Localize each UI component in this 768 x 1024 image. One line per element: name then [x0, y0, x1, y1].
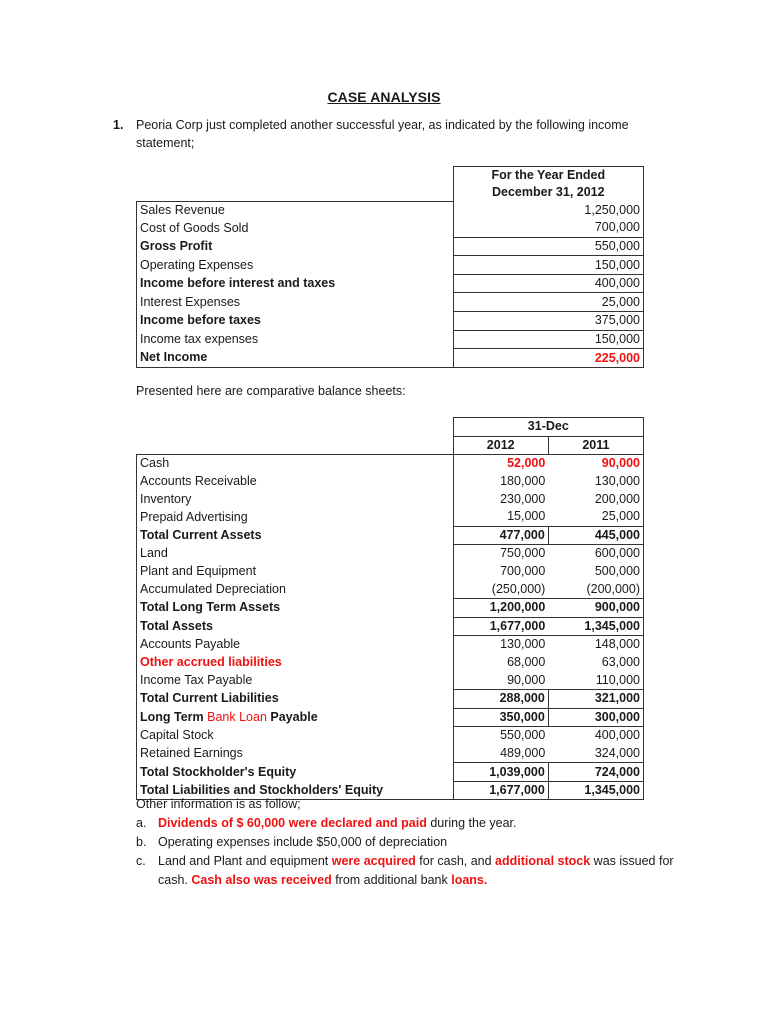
value-2011: 200,000 — [548, 490, 643, 508]
row-label: Cash — [137, 455, 454, 473]
row-label: Net Income — [137, 349, 454, 368]
income-row — [137, 293, 644, 312]
balance-row — [137, 455, 644, 473]
cash-2012: 52,000 — [453, 455, 548, 473]
value-2011: 724,000 — [548, 763, 643, 782]
value-2011: 1,345,000 — [548, 617, 643, 636]
balance-row — [137, 580, 644, 598]
row-value: 700,000 — [453, 219, 643, 237]
balance-intro: Presented here are comparative balance sheets: — [136, 384, 406, 398]
income-row — [137, 237, 644, 256]
row-label: Income tax expenses — [137, 330, 454, 349]
balance-row — [137, 545, 644, 563]
row-value: 150,000 — [453, 256, 643, 275]
row-label: Total Assets — [137, 617, 454, 636]
value-2011: 500,000 — [548, 563, 643, 581]
row-label: Prepaid Advertising — [137, 508, 454, 526]
balance-sheet-table — [136, 417, 644, 800]
value-2012: 1,200,000 — [453, 598, 548, 617]
balance-row-total — [137, 598, 644, 617]
row-label: Plant and Equipment — [137, 563, 454, 581]
header-spacer — [137, 418, 454, 437]
value-2012: 550,000 — [453, 727, 548, 745]
income-row — [137, 274, 644, 293]
row-value: 550,000 — [453, 237, 643, 256]
value-2012: 180,000 — [453, 473, 548, 491]
row-label: Accounts Receivable — [137, 473, 454, 491]
item-text: was issued for cash. — [158, 854, 674, 887]
value-2012: 750,000 — [453, 545, 548, 563]
value-2011: 130,000 — [548, 473, 643, 491]
highlight-text: were acquired — [331, 854, 416, 868]
value-2012: 230,000 — [453, 490, 548, 508]
row-label: Accounts Payable — [137, 636, 454, 654]
value-2012: 489,000 — [453, 745, 548, 763]
row-label — [137, 708, 454, 727]
value-2012: 15,000 — [453, 508, 548, 526]
row-label: Inventory — [137, 490, 454, 508]
value-2012: 350,000 — [453, 708, 548, 727]
value-2011: 110,000 — [548, 671, 643, 689]
value-2011: 321,000 — [548, 689, 643, 708]
balance-row-total — [137, 526, 644, 545]
other-info-intro: Other information is as follow; — [136, 797, 301, 811]
header-spacer — [137, 436, 454, 455]
income-statement-table — [136, 166, 644, 368]
value-2011: 324,000 — [548, 745, 643, 763]
value-2012: 700,000 — [453, 563, 548, 581]
row-value: 375,000 — [453, 312, 643, 331]
balance-row — [137, 508, 644, 526]
row-label: Income Tax Payable — [137, 671, 454, 689]
row-label: Interest Expenses — [137, 293, 454, 312]
value-2012: 477,000 — [453, 526, 548, 545]
header-line-1: For the Year Ended — [491, 168, 606, 182]
highlight-text: loans. — [451, 873, 488, 887]
net-income-value: 225,000 — [453, 349, 643, 368]
row-label: Retained Earnings — [137, 745, 454, 763]
value-2012: 1,039,000 — [453, 763, 548, 782]
question-text: Peoria Corp just completed another successful year, as indicated by the following income statement; — [136, 118, 629, 150]
balance-row — [137, 563, 644, 581]
value-2012: (250,000) — [453, 580, 548, 598]
balance-row-total — [137, 708, 644, 727]
document-title: CASE ANALYSIS — [327, 89, 441, 105]
item-text: for cash, and — [415, 854, 496, 868]
value-2011: 445,000 — [548, 526, 643, 545]
item-text: from additional bank — [331, 873, 452, 887]
row-value: 400,000 — [453, 274, 643, 293]
label-part: Long Term — [140, 709, 208, 724]
balance-row-total — [137, 763, 644, 782]
header-spacer — [137, 167, 454, 202]
value-2011: 400,000 — [548, 727, 643, 745]
value-2011: 63,000 — [548, 654, 643, 672]
highlight-text: additional stock — [495, 854, 591, 868]
item-marker: b. — [136, 835, 147, 849]
income-row — [137, 330, 644, 349]
other-info-item-b — [136, 833, 696, 852]
income-row-net-income — [137, 349, 644, 368]
row-label: Total Stockholder's Equity — [137, 763, 454, 782]
value-2011: 1,345,000 — [548, 781, 643, 800]
income-row — [137, 256, 644, 275]
balance-row-total — [137, 689, 644, 708]
value-2012: 90,000 — [453, 671, 548, 689]
value-2012: 288,000 — [453, 689, 548, 708]
income-row — [137, 312, 644, 331]
col-2011-header: 2011 — [548, 436, 643, 455]
row-value: 1,250,000 — [453, 201, 643, 219]
value-2011: 300,000 — [548, 708, 643, 727]
balance-row-total — [137, 617, 644, 636]
value-2011: 900,000 — [548, 598, 643, 617]
row-label: Cost of Goods Sold — [137, 219, 454, 237]
balance-row — [137, 671, 644, 689]
item-marker: c. — [136, 854, 146, 868]
other-information — [136, 795, 696, 890]
row-label: Gross Profit — [137, 237, 454, 256]
item-text: Land and Plant and equipment — [158, 854, 332, 868]
row-value: 25,000 — [453, 293, 643, 312]
header-line-2: December 31, 2012 — [492, 185, 605, 199]
row-label: Income before taxes — [137, 312, 454, 331]
label-part: Payable — [266, 709, 318, 724]
balance-row — [137, 727, 644, 745]
question-1 — [113, 116, 653, 152]
balance-row — [137, 473, 644, 491]
value-2012: 1,677,000 — [453, 781, 548, 800]
row-label: Total Long Term Assets — [137, 598, 454, 617]
value-2012: 1,677,000 — [453, 617, 548, 636]
row-label: Land — [137, 545, 454, 563]
item-text: Operating expenses include $50,000 of depreciation — [158, 835, 448, 849]
value-2011: 600,000 — [548, 545, 643, 563]
balance-row — [137, 490, 644, 508]
row-label: Accumulated Depreciation — [137, 580, 454, 598]
row-label-highlighted: Other accrued liabilities — [137, 654, 454, 672]
income-row — [137, 219, 644, 237]
label-highlight: Bank Loan — [207, 709, 267, 724]
question-number: 1. — [113, 118, 124, 132]
value-2011: (200,000) — [548, 580, 643, 598]
col-2012-header: 2012 — [453, 436, 548, 455]
row-label: Capital Stock — [137, 727, 454, 745]
header-date: 31-Dec — [453, 418, 643, 437]
row-label: Sales Revenue — [137, 201, 454, 219]
row-value: 150,000 — [453, 330, 643, 349]
row-label: Operating Expenses — [137, 256, 454, 275]
row-label: Total Liabilities and Stockholders' Equity — [137, 781, 454, 800]
balance-row — [137, 654, 644, 672]
income-header — [453, 167, 643, 202]
balance-row — [137, 745, 644, 763]
item-text: during the year. — [426, 816, 517, 830]
value-2011: 148,000 — [548, 636, 643, 654]
balance-row — [137, 636, 644, 654]
row-label: Income before interest and taxes — [137, 274, 454, 293]
value-2012: 68,000 — [453, 654, 548, 672]
value-2012: 130,000 — [453, 636, 548, 654]
row-label: Total Current Assets — [137, 526, 454, 545]
highlight-text: Cash also was received — [191, 873, 332, 887]
item-marker: a. — [136, 816, 147, 830]
income-row — [137, 201, 644, 219]
cash-2011: 90,000 — [548, 455, 643, 473]
row-label: Total Current Liabilities — [137, 689, 454, 708]
other-info-item-c — [136, 852, 696, 890]
value-2011: 25,000 — [548, 508, 643, 526]
other-info-item-a — [136, 814, 696, 833]
highlight-text: Dividends of $ 60,000 were declared and paid — [158, 816, 427, 830]
